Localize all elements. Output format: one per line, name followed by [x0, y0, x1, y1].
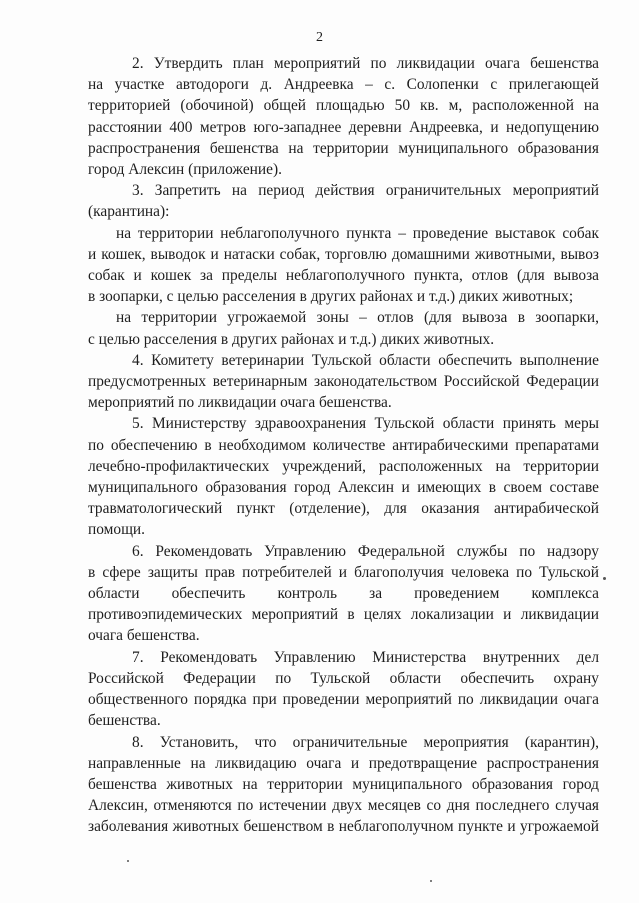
text-line: травматологический пункт (отделение), для оказания антирабической: [88, 500, 599, 518]
paragraph-2: [88, 53, 599, 180]
text-line: муниципального образования город Алексин и имеющих в своем составе: [88, 479, 599, 497]
text-line: бешенства животных на территории муниципального образования город: [88, 775, 599, 793]
text-line: 8. Установить, что ограничительные мероприятия (карантин),: [132, 733, 599, 751]
text-line: и кошек, выводок и натаски собак, торговлю домашними животными, вывоз: [88, 245, 599, 263]
text-line: бешенства.: [88, 712, 161, 730]
paragraph-4: [88, 350, 599, 414]
paragraph-3-item-2: [88, 307, 599, 349]
scan-speck: [127, 860, 129, 862]
scan-speck: [430, 880, 432, 882]
document-body: [88, 53, 599, 838]
paragraph-8: [88, 732, 599, 838]
text-line: в сфере защиты прав потребителей и благополучия человека по Тульской: [88, 563, 599, 581]
text-line: Алексин, отменяются по истечении двух месяцев со дня последнего случая: [88, 797, 599, 815]
text-line: 6. Рекомендовать Управлению Федеральной службы по надзору: [132, 542, 599, 560]
text-line: Российской Федерации по Тульской области обеспечить охрану: [88, 669, 599, 687]
text-line: помощи.: [88, 521, 146, 539]
text-line: на участке автодороги д. Андреевка – с. Солопенки с прилегающей: [88, 76, 599, 94]
paragraph-5: [88, 413, 599, 540]
text-line: очага бешенства.: [88, 627, 200, 645]
paragraph-6: [88, 541, 599, 647]
text-line: на территории неблагополучного пункта – проведение выставок собак: [116, 224, 599, 242]
text-line: расстоянии 400 метров юго-западнее деревни Андреевка, и недопущению: [88, 118, 599, 136]
text-line: 2. Утвердить план мероприятий по ликвидации очага бешенства: [132, 55, 599, 72]
paragraph-3: [88, 180, 599, 222]
text-line: 7. Рекомендовать Управлению Министерства внутренних дел: [132, 648, 599, 666]
text-line: 4. Комитету ветеринарии Тульской области обеспечить выполнение: [132, 351, 599, 369]
text-line: территорией (обочиной) общей площадью 50 кв. м, расположенной на: [88, 97, 599, 115]
text-line: 3. Запретить на период действия ограничительных мероприятий: [132, 182, 599, 200]
text-line: заболевания животных бешенством в неблагополучном пункте и угрожаемой: [88, 818, 599, 836]
text-line: предусмотренных ветеринарным законодательством Российской Федерации: [88, 373, 599, 391]
text-line: общественного порядка при проведении мероприятий по ликвидации очага: [88, 691, 599, 709]
text-line: мероприятий по ликвидации очага бешенства.: [88, 394, 392, 412]
text-line: по обеспечению в необходимом количестве антирабическими препаратами: [88, 436, 599, 454]
text-line: 5. Министерству здравоохранения Тульской области принять меры: [132, 415, 599, 433]
text-line: лечебно-профилактических учреждений, расположенных на территории: [88, 457, 599, 475]
text-line: город Алексин (приложение).: [88, 161, 282, 179]
text-line: на территории угрожаемой зоны – отлов (для вывоза в зоопарки,: [116, 309, 599, 327]
text-line: области обеспечить контроль за проведением комплекса: [88, 585, 599, 603]
page-number: 2: [316, 30, 323, 45]
text-line: в зоопарки, с целью расселения в других районах и т.д.) диких животных;: [88, 288, 574, 306]
paragraph-3-item-1: [88, 223, 599, 308]
scan-speck: [603, 577, 606, 580]
text-line: направленные на ликвидацию очага и предотвращение распространения: [88, 754, 599, 772]
text-line: противоэпидемических мероприятий в целях локализации и ликвидации: [88, 606, 599, 624]
text-line: (карантина):: [88, 203, 170, 221]
text-line: распространения бешенства на территории муниципального образования: [88, 139, 599, 157]
paragraph-7: [88, 647, 599, 732]
text-line: с целью расселения в других районах и т.д.) диких животных.: [88, 330, 495, 348]
text-line: собак и кошек за пределы неблагополучного пункта, отлов (для вывоза: [88, 267, 599, 285]
